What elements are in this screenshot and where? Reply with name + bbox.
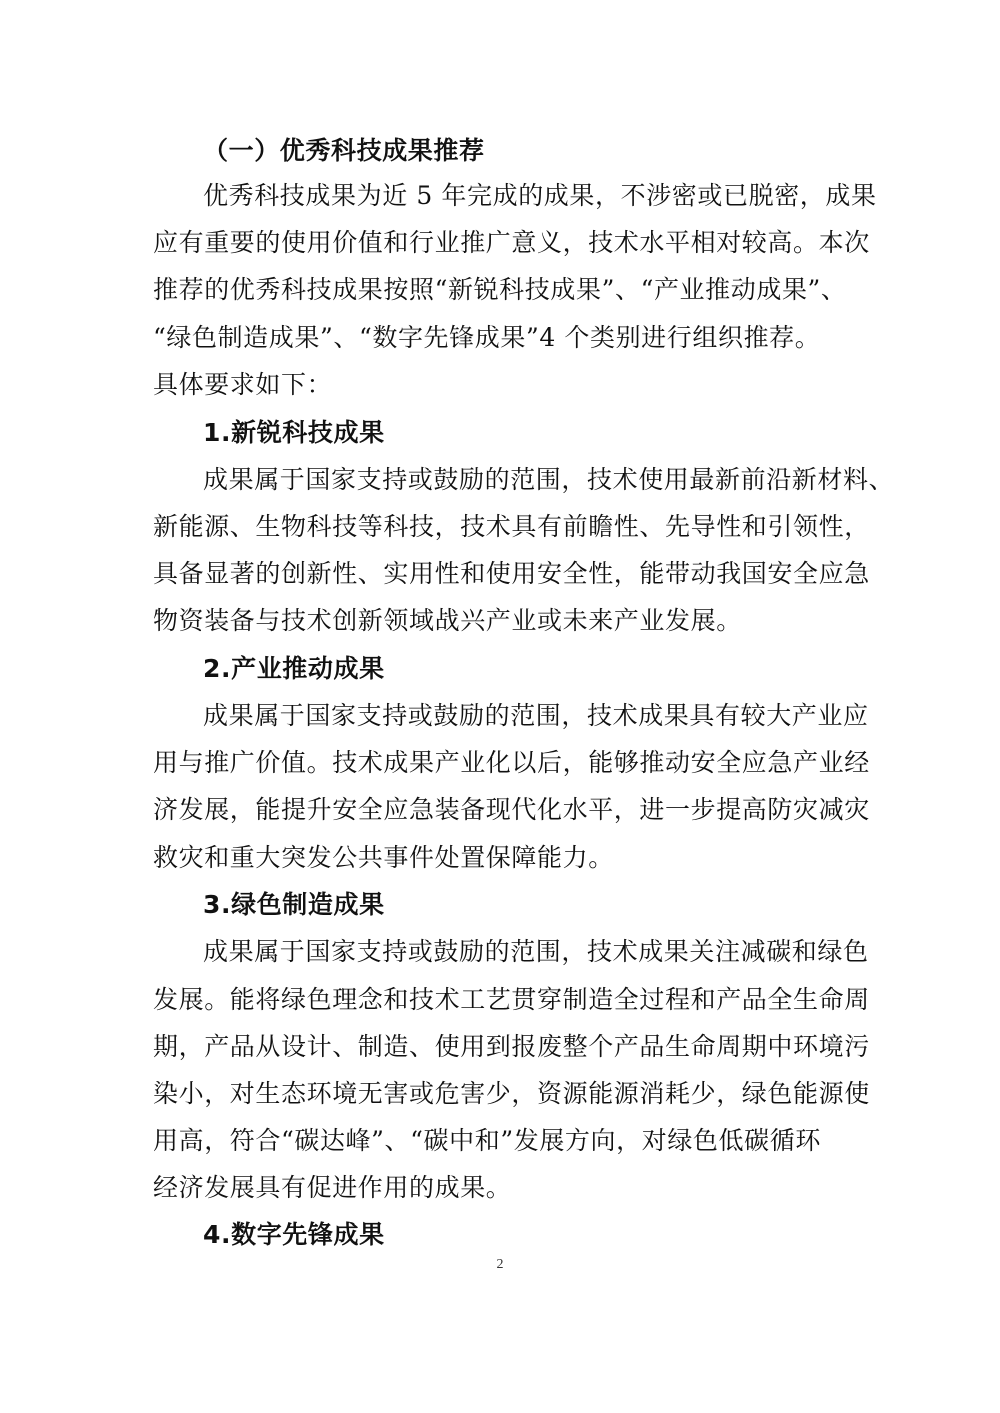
subsection-3-heading: 3.绿色制造成果 [203,890,385,919]
subsection-3-line-1: 成果属于国家支持或鼓励的范围，技术成果关注减碳和绿色 [203,937,869,966]
intro-line-1: 优秀科技成果为近 5 年完成的成果，不涉密或已脱密，成果 [203,181,877,210]
subsection-1-heading: 1.新锐科技成果 [203,418,385,447]
subsection-3-line-3: 期，产品从设计、制造、使用到报废整个产品生命周期中环境污 [153,1032,870,1061]
subsection-1-line-1: 成果属于国家支持或鼓励的范围，技术使用最新前沿新材料、 [203,465,895,494]
subsection-1-line-2: 新能源、生物科技等科技，技术具有前瞻性、先导性和引领性， [153,512,870,541]
subsection-2-heading: 2.产业推动成果 [203,654,385,683]
intro-line-4: “绿色制造成果”、“数字先锋成果”4 个类别进行组织推荐。 [153,323,821,352]
subsection-3-line-2: 发展。能将绿色理念和技术工艺贯穿制造全过程和产品全生命周 [153,985,870,1014]
subsection-2-line-1: 成果属于国家支持或鼓励的范围，技术成果具有较大产业应 [203,701,869,730]
subsection-4-heading: 4.数字先锋成果 [203,1220,385,1249]
subsection-1-line-3: 具备显著的创新性、实用性和使用安全性，能带动我国安全应急 [153,559,870,588]
subsection-2-line-2: 用与推广价值。技术成果产业化以后，能够推动安全应急产业经 [153,748,870,777]
subsection-1-line-4: 物资装备与技术创新领域战兴产业或未来产业发展。 [153,606,742,635]
intro-line-5: 具体要求如下： [153,370,333,399]
intro-line-3: 推荐的优秀科技成果按照“新锐科技成果”、“产业推动成果”、 [153,275,847,304]
subsection-3-line-6: 经济发展具有促进作用的成果。 [153,1173,512,1202]
section-heading: （一）优秀科技成果推荐 [203,136,485,165]
intro-line-2: 应有重要的使用价值和行业推广意义，技术水平相对较高。本次 [153,228,870,257]
subsection-2-line-4: 救灾和重大突发公共事件处置保障能力。 [153,843,614,872]
subsection-2-line-3: 济发展，能提升安全应急装备现代化水平，进一步提高防灾减灾 [153,795,870,824]
subsection-3-line-5: 用高，符合“碳达峰”、“碳中和”发展方向，对绿色低碳循环 [153,1126,821,1155]
page-number: 2 [496,1257,504,1272]
subsection-3-line-4: 染小，对生态环境无害或危害少，资源能源消耗少，绿色能源使 [153,1079,870,1108]
